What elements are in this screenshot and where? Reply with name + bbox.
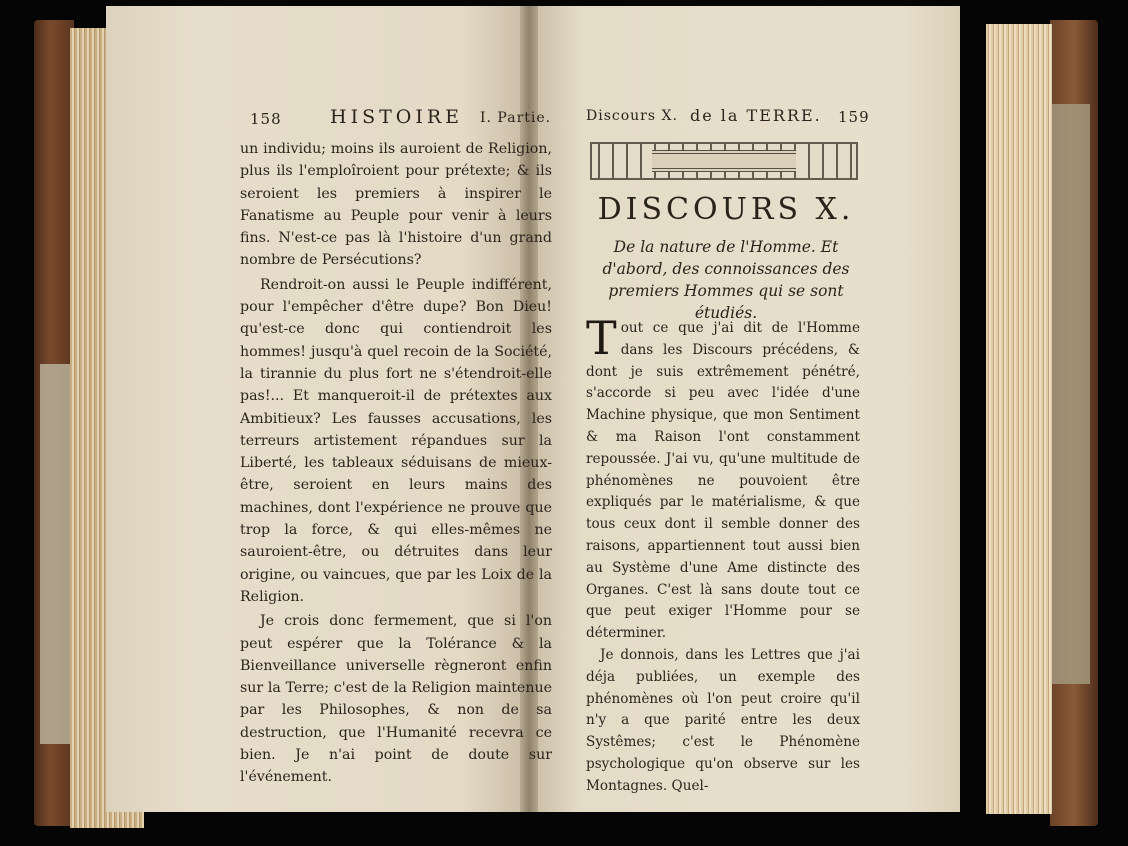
decorative-headpiece — [590, 142, 858, 180]
right-paragraph-1: out ce que j'ai dit de l'Homme dans les Discours précédens, & dont je suis extrêmement pénétré, s'accorde si peu avec l'idée d'une Machine physique, que mon Sentiment & ma Raison l'ont constamment repoussée. J'ai vu, qu'une multitude de phénomènes ne pouvoient être expliqués par le matérialisme, & que tous ceux dont il semble donner des raisons, appartiennent tout aussi bien au Système d'une Ame distincte des Organes. C'est là sans doute tout ce que peut exiger l'Homme pour se déterminer. — [586, 320, 860, 642]
left-cover-label — [40, 364, 72, 744]
right-page-number: 159 — [838, 108, 870, 126]
chapter-title: DISCOURS X. — [597, 192, 855, 227]
left-paragraph-1: un individu; moins ils auroient de Religion, plus ils l'emploîroient pour prétexte; & ils seroient les premiers à inspirer le Fanatisme au Peuple pour venir à leurs fins. N'est-ce pas là l'histoire d'un grand nombre de Persécutions? — [240, 141, 552, 269]
left-running-head: HISTOIRE — [330, 106, 464, 128]
chapter-subtitle: De la nature de l'Homme. Et d'abord, des connoissances des premiers Hommes qui se sont étudiés. — [602, 238, 850, 322]
left-page-number: 158 — [250, 110, 282, 128]
left-page-body — [240, 138, 552, 789]
left-paragraph-2: Rendroit-on aussi le Peuple indifférent, pour l'empêcher d'être dupe? Bon Dieu! qu'est-ce donc qui contiendroit les hommes! jusqu'à quel recoin de la Société, la tirannie du plus fort ne s'étendroit-elle pas!... Et manqueroit-il de prétextes aux Ambitieux? Les fausses accusations, les terreurs artistement répandues sur la Liberté, les tableaux séduisans de mieux-être, seroient en leurs mains des machines, dont l'expérience ne prouve que trop la force, & qui elles-mêmes ne sauroient-être, ou détruites dans leur origine, ou vaincues, que par les Loix de la Religion. — [240, 276, 552, 605]
right-running-head: Discours X. — [586, 108, 678, 124]
left-paragraph-3: Je crois donc fermement, que si l'on peut espérer que la Tolérance & la Bienveillance universelle règneront enfin sur la Terre; c'est de la Religion maintenue par les Philosophes, & non de sa destruction, que l'Humanité recevra ce bien. Je n'ai point de doute sur l'événement. — [240, 613, 552, 786]
drop-cap: T — [586, 311, 617, 365]
right-page-body — [586, 311, 860, 798]
right-paragraph-2: Je donnois, dans les Lettres que j'ai déja publiées, un exemple des phénomènes où l'on peut croire qu'il n'y a que parité entre les deux Systêmes; c'est le Phénomène psychologique qu'on observe sur les Montagnes. Quel- — [586, 646, 860, 794]
right-cover-label — [1050, 104, 1090, 684]
right-running-head-right: de la TERRE. — [690, 106, 822, 125]
left-running-head-right: I. Partie. — [480, 110, 552, 126]
right-page-edges — [986, 24, 1052, 814]
